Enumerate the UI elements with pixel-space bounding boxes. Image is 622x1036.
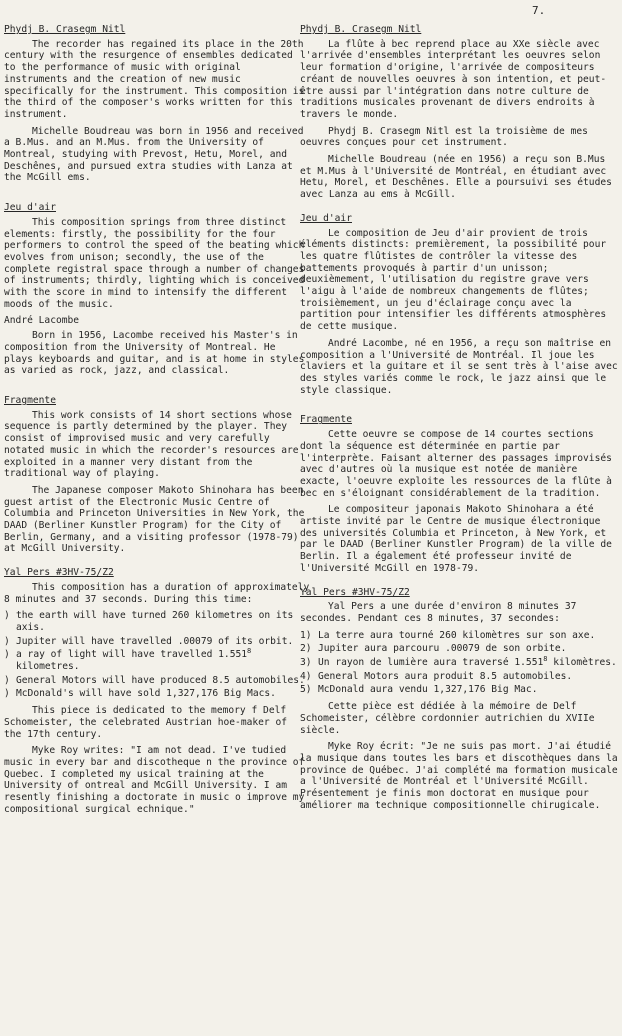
section-fragmente-en [4,395,310,555]
list-text-after: kilometres. [16,661,80,673]
section-jeu-dair-fr [300,213,618,397]
page-number: 7. [532,4,546,17]
french-column [300,24,618,823]
paragraph: This composition has a duration of approximately 8 minutes and 37 seconds. During this time: [4,581,310,605]
exponent: 8 [247,647,252,656]
list-marker: ) [4,635,10,647]
paragraph: Michelle Boudreau (née en 1956) a reçu son B.Mus et M.Mus à l'Université de Montréal, en étudiant avec Hetu, Morel, et Deschênes. Elle a poursuivi ses études avec Lanza au ems à McGill. [300,154,612,201]
section-title: Yal Pers #3HV-75/Z2 [4,567,114,579]
paragraph: André Lacombe, né en 1956, a reçu son maîtrise en composition a l'Université de Montréal. Il joue les claviers et la guitare et il se sent très à l'aise avec des styles variés comme le rock, le jazz ainsi que le style classique. [300,337,618,396]
list-text: McDonald aura vendu 1,327,176 Big Mac. [318,684,538,696]
list-text: Jupiter aura parcouru .00079 de son orbite. [318,643,567,655]
exponent: 8 [543,654,548,663]
paragraph: Le compositeur japonais Makoto Shinohara a été artiste invité par le Centre de musique électronique des universités Columbia et Princeton, à New York, et par le DAAD (Berliner Kunstler Program) de la ville de Berlin. Il a également été professeur invité de l'Université McGill en 1978-79. [300,504,612,574]
section-title: Phydj B. Crasegm Nitl [300,24,422,35]
section-title: Fragmente [300,414,352,426]
list-text-after: kilomètres. [547,657,617,669]
list-text-wrap [16,649,310,672]
section-title: Jeu d'air [4,202,56,214]
paragraph: This piece is dedicated to the memory f Delf Schomeister, the celebrated Austrian hoe-maker of the 17th century. [4,705,288,740]
list-marker: ) [4,674,10,686]
list-marker: ) [4,649,10,661]
paragraph: Cette pièce est dédiée à la mémoire de Delf Schomeister, célèbre cordonnier autrichien du XVIIe siècle. [300,701,595,736]
section-title: Phydj B. Crasegm Nitl [4,24,126,35]
list-item [300,630,618,642]
list-item [300,643,618,655]
list-text: a ray of light will have travelled 1.551 [16,649,248,661]
list-text: General Motors will have produced 8.5 automobiles. [16,674,305,686]
list-text: McDonald's will have sold 1,327,176 Big Macs. [16,688,276,700]
paragraph: This composition springs from three distinct elements: firstly, the possibility for the four performers to control the speed of the beating which evolves from unison; secondly, the use of the complete registral space through a number of changes of instruments; thirdly, lighting which is conceived with the score in mind to intensify the different moods of the music. [4,216,305,310]
list-marker: ) [4,688,10,700]
list [4,610,310,700]
paragraph: Myke Roy writes: "I am not dead. I've tudied music in every bar and discotheque n the province of Quebec. I completed my usical training at the University of ontreal and McGill University. I am resently finishing a doctorate in music o improve my compositional surgical echnique." [4,745,305,815]
list-item [4,610,310,633]
list-item [4,675,310,687]
list-item [300,671,618,683]
section-yal-pers-en [4,567,310,815]
paragraph: Michelle Boudreau was born in 1956 and received a B.Mus. and an M.Mus. from the University of Montreal, studying with Prevost, Hetu, Morel, and Deschênes, and pursued extra studies with Lanza at the McGill ems. [4,125,304,184]
list-marker: 3) [300,657,312,669]
paragraph: Le composition de Jeu d'air provient de trois éléments distincts: premièrement, la possibilité pour les quatre flûtistes de contrôler la vitesse des battements provoqués à partir d'un unisson; deuxièmement, l'utilisation du registre grave vers l'aigu à l'aide de nombreux changements de flûtes; troisièmement, un jeu d'éclairage conçu avec la partition pour intensifier les différents atmosphères de cette musique. [300,227,607,333]
list-text: Un rayon de lumière aura traversé 1.551 [318,657,544,669]
paragraph: This work consists of 14 short sections whose sequence is partly determined by the player. They consist of improvised music and very carefully notated music in which the recorder's resources are exploited in a manner very distant from the traditional way of playing. [4,409,299,480]
paragraph: Born in 1956, Lacombe received his Master's in composition from the University of Montreal. He plays keyboards and guitar, and is at home in styles as varied as rock, jazz, and classical. [4,330,305,377]
list-item [300,684,618,696]
section-title: Jeu d'air [300,212,352,224]
list-marker: 1) [300,629,312,641]
section-jeu-dair-en [4,202,310,377]
list-item [4,649,310,672]
list-marker: 4) [300,670,312,682]
paragraph: Cette oeuvre se compose de 14 courtes sections dont la séquence est déterminée en partie par l'interprète. Faisant alterner des passages improvisés avec d'autres où la musique est notée de manière exacte, l'oeuvre exploite les ressources de la flûte à bec en s'éloignant considérablement de la tradition. [300,429,612,499]
list-text: Jupiter will have travelled .00079 of its orbit. [16,635,294,647]
list-text-wrap [318,654,617,669]
paragraph: The Japanese composer Makoto Shinohara has been guest artist of the Electronic Music Centre of Columbia and Princeton Universities in New York, the DAAD (Berliner Kunstler Program) for the City of Berlin, Germany, and a visiting professor (1978-79) at McGill University. [4,484,305,555]
list-item [300,654,618,669]
list-text: General Motors aura produit 8.5 automobiles. [318,670,573,682]
section-title: Yal Pers #3HV-75/Z2 [300,586,410,598]
list-marker: 5) [300,684,312,696]
list-item [4,636,310,648]
composer-name: André Lacombe [4,315,80,327]
list-text: La terre aura tourné 260 kilomètres sur son axe. [318,629,596,641]
section-phydj-en [4,24,310,184]
section-title: Fragmente [4,394,56,406]
list-marker: ) [4,610,10,622]
paragraph: Phydj B. Crasegm Nitl est la troisième de mes oeuvres conçues pour cet instrument. [300,125,588,149]
list-text: the earth will have turned 260 kilometres on its axis. [16,610,294,633]
list-item [4,688,310,700]
paragraph: The recorder has regained its place in the 20th century with the resurgence of ensembles dedicated to the performance of music with original instruments and the creation of new music specifically for the instrument. This composition is the third of the composer's works written for this instrument. [4,38,305,120]
paragraph: Myke Roy écrit: "Je ne suis pas mort. J'ai étudié la musique dans toutes les bars et discothèques dans la province de Québec. J'ai complété ma formation musicale a l'Université de Montréal et l'Université McGill. Présentement je finis mon doctorat en musique pour améliorer ma technique compositionnelle chirugicale. [300,741,618,811]
paragraph: Yal Pers a une durée d'environ 8 minutes 37 secondes. Pendant ces 8 minutes, 37 secondes: [300,601,577,624]
list-marker: 2) [300,643,312,655]
english-column [4,24,310,827]
section-yal-pers-fr [300,587,618,812]
list [300,630,618,697]
paragraph: La flûte à bec reprend place au XXe siècle avec l'arrivée d'ensembles interprétant les oeuvres selon leur formation d'origine, l'arrivée de compositeurs créant de nouvelles oeuvres à son intention, et peut-être aussi par l'intégration dans notre culture de traditions musicales provenant de divers endroits à travers le monde. [300,38,607,120]
section-phydj-fr [300,24,618,201]
section-fragmente-fr [300,414,618,574]
